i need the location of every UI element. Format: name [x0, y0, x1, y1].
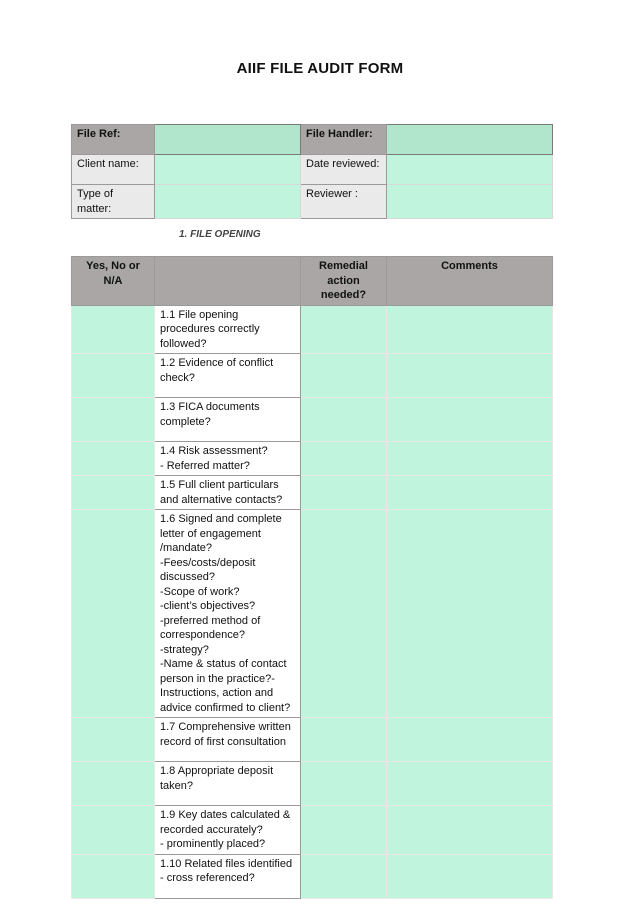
yes-no-field[interactable] [72, 854, 155, 898]
table-row [72, 476, 553, 510]
file-handler-label: File Handler: [301, 125, 387, 155]
item-text: 1.6 Signed and complete letter of engagement /mandate? -Fees/costs/deposit discussed? -Scope of work? -client’s objectives? -preferred method of correspondence? -strategy? -Name & status of contact person in the practice?-Instructions, action and advice confirmed to client? [155, 510, 301, 718]
item-text: 1.2 Evidence of conflict check? [155, 354, 301, 398]
comments-field[interactable] [387, 854, 553, 898]
file-info-table [71, 124, 553, 219]
table-row [72, 305, 553, 354]
remedial-field[interactable] [301, 510, 387, 718]
remedial-field[interactable] [301, 398, 387, 442]
item-text: 1.4 Risk assessment? - Referred matter? [155, 442, 301, 476]
item-text: 1.8 Appropriate deposit taken? [155, 762, 301, 806]
remedial-field[interactable] [301, 718, 387, 762]
comments-field[interactable] [387, 510, 553, 718]
comments-header: Comments [387, 257, 553, 306]
yes-no-field[interactable] [72, 476, 155, 510]
table-row [72, 718, 553, 762]
type-of-matter-field[interactable] [155, 185, 301, 219]
yes-no-field[interactable] [72, 510, 155, 718]
yes-no-field[interactable] [72, 354, 155, 398]
remedial-field[interactable] [301, 354, 387, 398]
item-text: 1.3 FICA documents complete? [155, 398, 301, 442]
audit-table [71, 256, 553, 899]
yes-no-field[interactable] [72, 442, 155, 476]
item-text: 1.10 Related files identified - cross referenced? [155, 854, 301, 898]
comments-field[interactable] [387, 476, 553, 510]
comments-field[interactable] [387, 442, 553, 476]
remedial-field[interactable] [301, 476, 387, 510]
remedial-field[interactable] [301, 305, 387, 354]
comments-field[interactable] [387, 305, 553, 354]
item-text: 1.7 Comprehensive written record of first consultation [155, 718, 301, 762]
form-title: AIIF FILE AUDIT FORM [236, 60, 404, 77]
date-reviewed-field[interactable] [387, 155, 553, 185]
remedial-header: Remedial action needed? [301, 257, 387, 306]
remedial-field[interactable] [301, 854, 387, 898]
item-text: 1.9 Key dates calculated & recorded accurately? - prominently placed? [155, 806, 301, 855]
yes-no-field[interactable] [72, 762, 155, 806]
reviewer-label: Reviewer : [301, 185, 387, 219]
table-row [72, 354, 553, 398]
file-handler-field[interactable] [387, 125, 553, 155]
table-row [72, 854, 553, 898]
table-row [72, 510, 553, 718]
remedial-field[interactable] [301, 762, 387, 806]
comments-field[interactable] [387, 806, 553, 855]
table-row [72, 442, 553, 476]
client-name-label: Client name: [72, 155, 155, 185]
yes-no-field[interactable] [72, 398, 155, 442]
table-row [72, 398, 553, 442]
client-name-field[interactable] [155, 155, 301, 185]
reviewer-field[interactable] [387, 185, 553, 219]
remedial-field[interactable] [301, 806, 387, 855]
item-text: 1.1 File opening procedures correctly followed? [155, 305, 301, 354]
yes-no-field[interactable] [72, 718, 155, 762]
item-text: 1.5 Full client particulars and alternative contacts? [155, 476, 301, 510]
yes-no-field[interactable] [72, 806, 155, 855]
yes-no-field[interactable] [72, 305, 155, 354]
comments-field[interactable] [387, 354, 553, 398]
item-header [155, 257, 301, 306]
comments-field[interactable] [387, 762, 553, 806]
type-of-matter-label: Type of matter: [72, 185, 155, 219]
comments-field[interactable] [387, 718, 553, 762]
file-ref-field[interactable] [155, 125, 301, 155]
file-ref-label: File Ref: [72, 125, 155, 155]
date-reviewed-label: Date reviewed: [301, 155, 387, 185]
comments-field[interactable] [387, 398, 553, 442]
section-heading: 1. FILE OPENING [179, 229, 261, 240]
table-row [72, 806, 553, 855]
remedial-field[interactable] [301, 442, 387, 476]
table-row [72, 762, 553, 806]
yes-no-header: Yes, No or N/A [72, 257, 155, 306]
